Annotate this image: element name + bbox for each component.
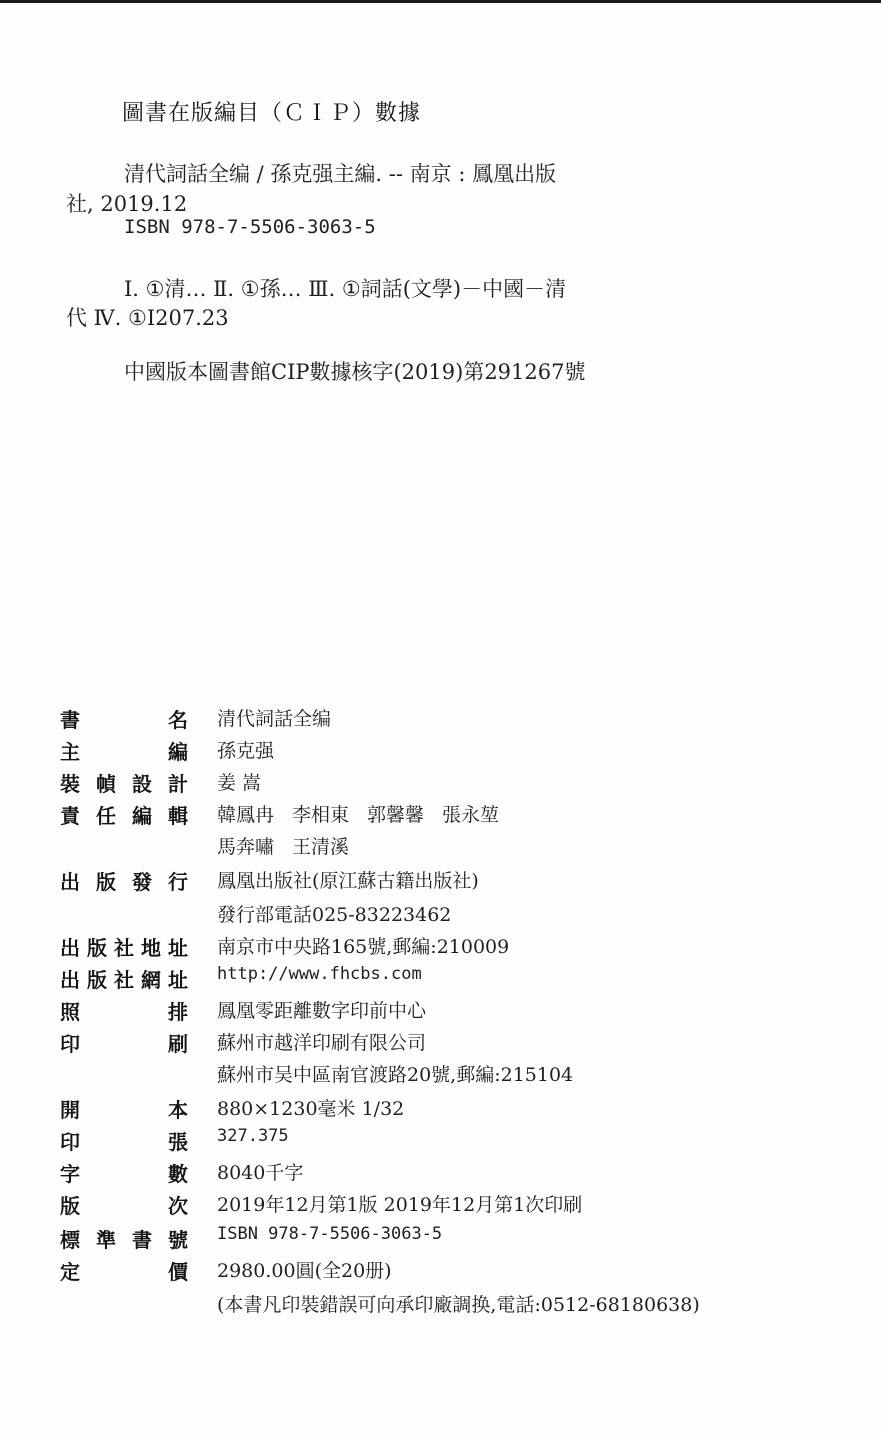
cip-record-number: 中國版本圖書館CIP數據核字(2019)第291267號	[124, 360, 586, 384]
editor-name: 李相東	[292, 804, 350, 826]
label-address: 出版社地址	[60, 936, 188, 960]
editor-name: 王清溪	[292, 836, 350, 858]
cip-line-1: 清代詞話全编 / 孫克强主編. -- 南京 : 鳳凰出版	[124, 162, 557, 186]
editor-name: 韓鳳冉	[217, 804, 275, 826]
cip-title: 圖書在版編目（ＣＩＰ）數據	[122, 101, 422, 126]
label-isbn: 標準書號	[60, 1228, 188, 1252]
label-price: 定價	[60, 1260, 188, 1284]
label-sheets: 印張	[60, 1130, 188, 1154]
value-address: 南京市中央路165號,郵編:210009	[217, 936, 510, 958]
editor-name: 馬奔嘯	[217, 836, 275, 858]
label-responsible-editors: 責任編輯	[60, 804, 188, 828]
misprint-notice: (本書凡印裝錯誤可向承印廠調换,電話:0512-68180638)	[217, 1294, 700, 1316]
label-words: 字數	[60, 1162, 188, 1186]
value-edition: 2019年12月第1版 2019年12月第1次印刷	[217, 1194, 583, 1216]
label-printer: 印刷	[60, 1032, 188, 1056]
value-printer-address: 蘇州市吴中區南官渡路20號,郵編:215104	[217, 1064, 574, 1086]
label-publisher: 出版發行	[60, 870, 188, 894]
label-editor: 主編	[60, 740, 188, 764]
label-website: 出版社網址	[60, 968, 188, 992]
value-words: 8040千字	[217, 1162, 304, 1184]
value-publisher-phone: 發行部電話025-83223462	[217, 904, 452, 926]
value-price: 2980.00圓(全20册)	[217, 1260, 392, 1282]
value-editor: 孫克强	[217, 740, 275, 762]
label-edition: 版次	[60, 1194, 188, 1218]
top-border-line	[0, 0, 881, 3]
value-responsible-editors-2	[217, 832, 349, 859]
value-design: 姜 嵩	[217, 772, 262, 794]
value-typeset: 鳳凰零距離數字印前中心	[217, 1000, 427, 1022]
value-responsible-editors-1	[217, 800, 499, 827]
cip-line-2: 社, 2019.12	[66, 192, 188, 216]
editor-name: 張永堃	[442, 804, 500, 826]
label-book-name: 書名	[60, 708, 188, 732]
value-book-name: 清代詞話全编	[217, 708, 332, 730]
editor-name: 郭馨馨	[367, 804, 425, 826]
cip-classification-2: 代 Ⅳ. ①I207.23	[66, 306, 229, 330]
value-format: 880×1230毫米 1/32	[217, 1098, 405, 1120]
cip-isbn: ISBN 978-7-5506-3063-5	[124, 216, 376, 238]
label-format: 開本	[60, 1098, 188, 1122]
value-printer: 蘇州市越洋印刷有限公司	[217, 1032, 427, 1054]
label-typeset: 照排	[60, 1000, 188, 1024]
value-website: http://www.fhcbs.com	[217, 964, 422, 984]
value-isbn: ISBN 978-7-5506-3063-5	[217, 1224, 443, 1244]
cip-classification-1: Ⅰ. ①清… Ⅱ. ①孫… Ⅲ. ①詞話(文學)－中國－清	[124, 277, 567, 301]
value-publisher: 鳳凰出版社(原江蘇古籍出版社)	[217, 870, 479, 892]
label-design: 裝幀設計	[60, 772, 188, 796]
value-sheets: 327.375	[217, 1126, 289, 1146]
